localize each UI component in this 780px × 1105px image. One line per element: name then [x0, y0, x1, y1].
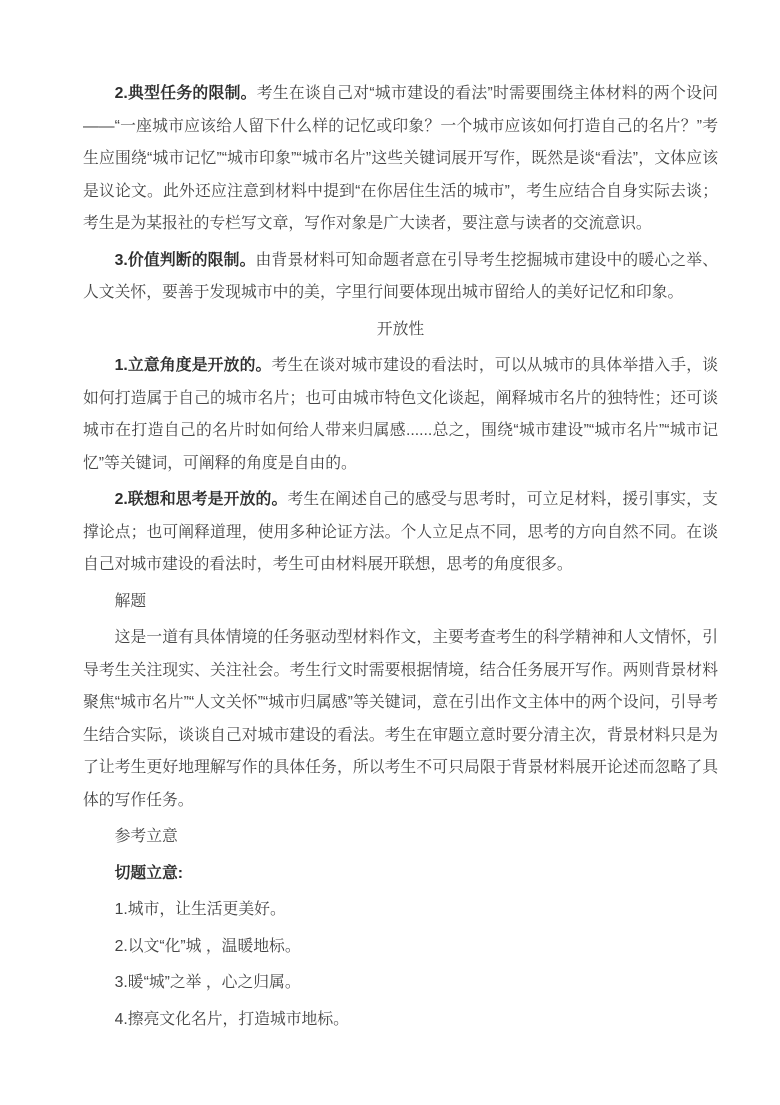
paragraph-text: 考生在阐述自己的感受与思考时，可立足材料，援引事实，支撑论点；也可阐释道理，使用多种论证方法。个人立足点不同，思考的方向自然不同。在谈自己对城市建设的看法时，考生可由材料展开联想，思考的角度很多。: [83, 491, 718, 573]
paragraph-text: 由背景材料可知命题者意在引导考生挖掘城市建设中的暖心之举、人文关怀，要善于发现城市中的美，字里行间要体现出城市留给人的美好记忆和印象。: [83, 251, 718, 301]
paragraph-text: 解题: [114, 592, 147, 610]
para-value-judgment-limit: [83, 245, 718, 310]
intent-item-4: [83, 1004, 718, 1037]
paragraph-text: 开放性: [376, 320, 425, 338]
label-reference-intents: [83, 821, 718, 854]
intent-item-3: [83, 967, 718, 1000]
paragraph-text: 切题立意:: [114, 864, 184, 882]
para-problem-analysis: [83, 622, 718, 817]
paragraph-text: 4.擦亮文化名片，打造城市地标。: [114, 1010, 349, 1028]
para-typical-task-limit: [83, 78, 718, 241]
paragraph-lead: 3.价值判断的限制。: [114, 251, 256, 269]
intent-item-1: [83, 894, 718, 927]
paragraph-text: 参考立意: [114, 828, 178, 845]
para-intent-angle-open: [83, 350, 718, 480]
paragraph-lead: 1.立意角度是开放的。: [114, 357, 272, 374]
para-association-thinking-open: [83, 484, 718, 582]
paragraph-text: 考生在谈自己对“城市建设的看法”时需要围绕主体材料的两个设问——“一座城市应该给人留下什么样的记忆或印象？一个城市应该如何打造自己的名片？”考生应围绕“城市记忆”“城市印象”“城市名片”这些关键词展开写作，既然是谈“看法”，文体应该是议论文。此外还应注意到材料中提到“在你居住生活的城市”，考生应结合自身实际去谈；考生是为某报社的专栏写文章，写作对象是广大读者，要注意与读者的交流意识。: [83, 85, 718, 232]
paragraph-text: 1.城市，让生活更美好。: [114, 901, 286, 918]
intent-item-2: [83, 931, 718, 964]
paragraph-lead: 2.典型任务的限制。: [114, 85, 257, 102]
paragraph-text: 3.暖“城”之举 ，心之归属。: [114, 974, 301, 991]
paragraph-text: 这是一道有具体情境的任务驱动型材料作文，主要考查考生的科学精神和人文情怀，引导考生关注现实、关注社会。考生行文时需要根据情境，结合任务展开写作。两则背景材料聚焦“城市名片”“人文关怀”“城市归属感”等关键词，意在引出作文主体中的两个设问，引导考生结合实际，谈谈自己对城市建设的看法。考生在审题立意时要分清主次，背景材料只是为了让考生更好地理解写作的具体任务，所以考生不可只局限于背景材料展开论述而忽略了具体的写作任务。: [83, 629, 718, 809]
paragraph-lead: 2.联想和思考是开放的。: [114, 491, 288, 508]
label-problem-solving: [83, 586, 718, 619]
heading-openness: [83, 314, 718, 347]
paragraph-text: 2.以文“化”城 ，温暖地标。: [114, 937, 301, 955]
paragraph-text: 考生在谈对城市建设的看法时，可以从城市的具体举措入手，谈如何打造属于自己的城市名片；也可由城市特色文化谈起，阐释城市名片的独特性；还可谈城市在打造自己的名片时如何给人带来归属感......总之，围绕“城市建设”“城市名片”“城市记忆”等关键词，可阐释的角度是自由的。: [83, 357, 718, 472]
label-on-topic-intents: [83, 858, 718, 891]
